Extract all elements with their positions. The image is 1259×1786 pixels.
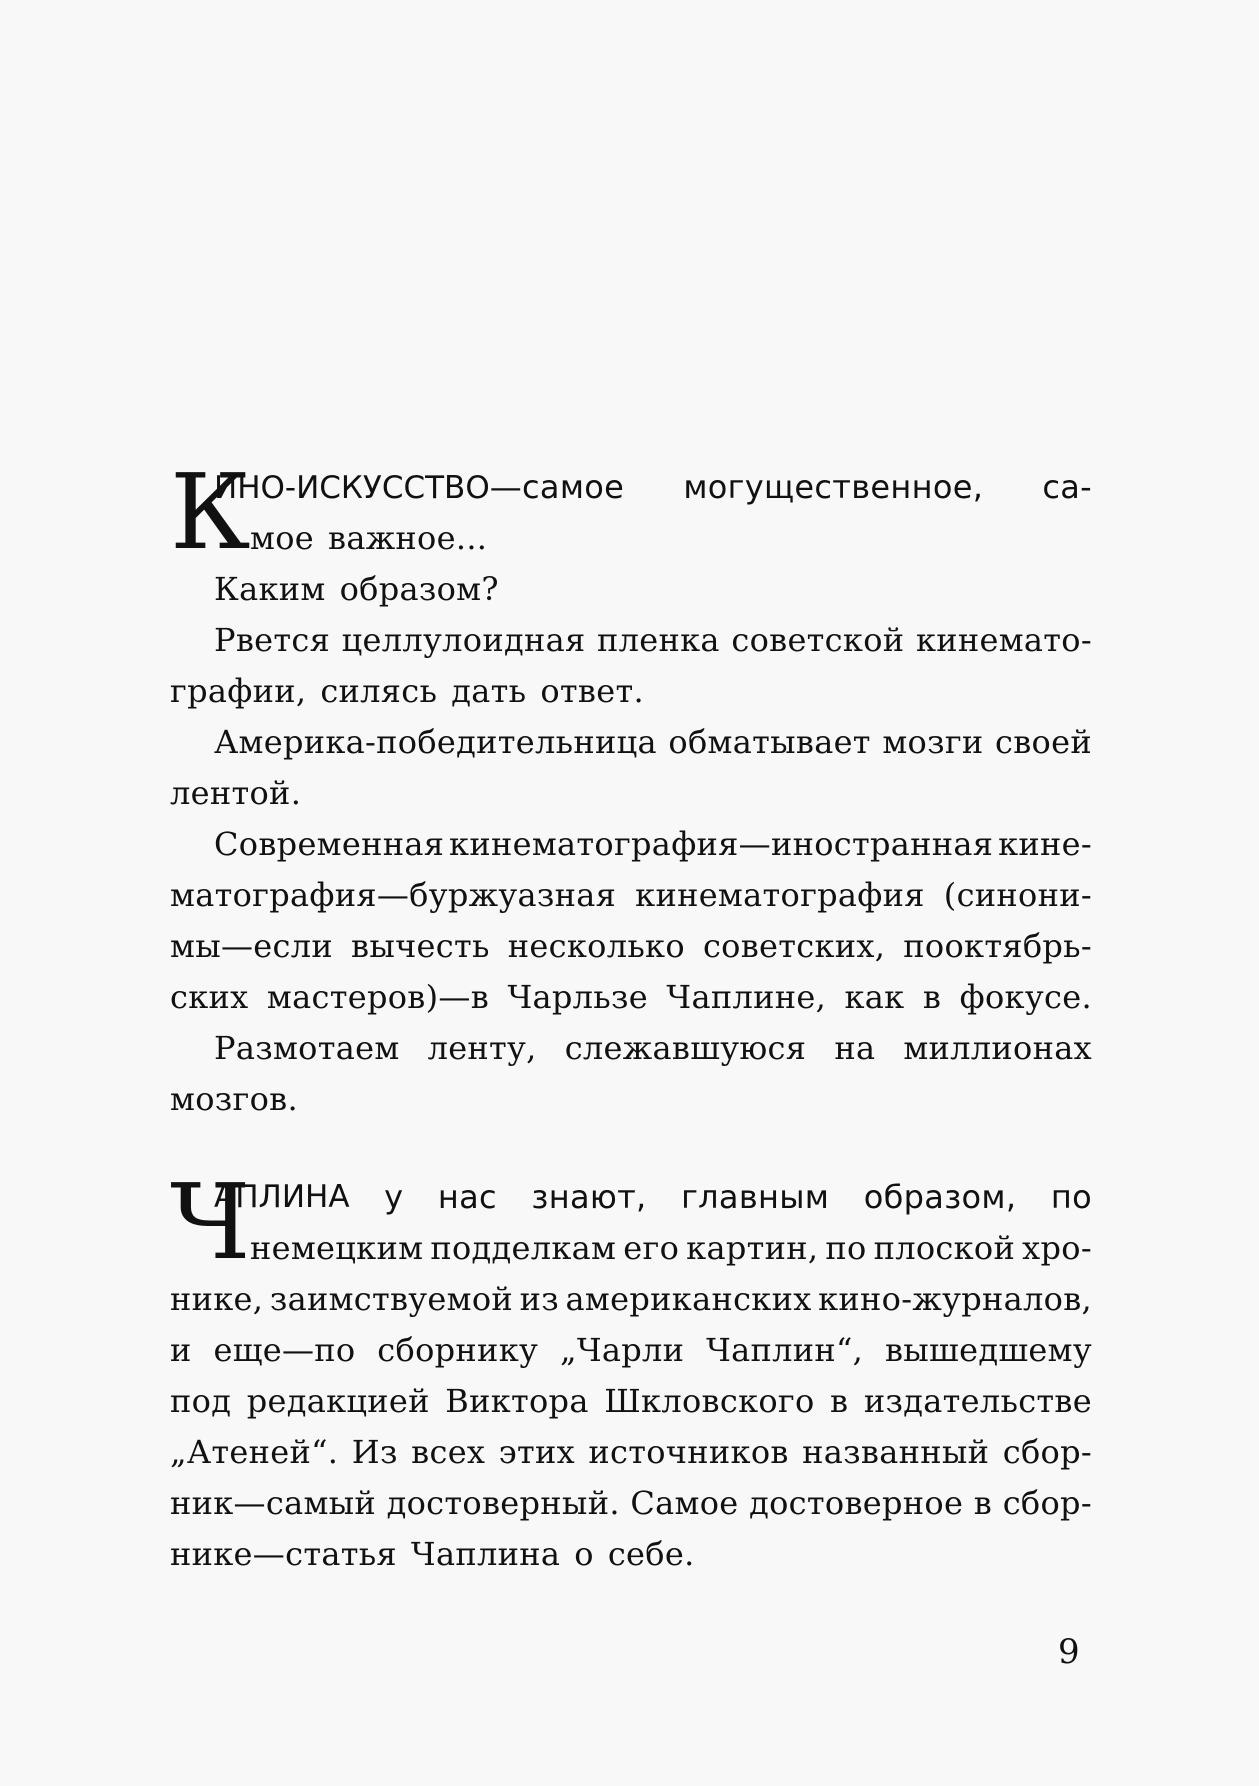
text-section-2: [170, 1161, 1092, 1580]
lead-caps: АПЛИНА: [214, 1179, 350, 1215]
word: как: [844, 978, 905, 1016]
word: мозгов.: [170, 1080, 298, 1118]
text-line: [170, 1529, 1092, 1580]
word: кинемато-: [915, 621, 1092, 659]
word: плоской: [873, 1229, 1016, 1267]
word: кинематография—иностранная: [449, 825, 994, 863]
word: у: [384, 1178, 404, 1216]
word: издательстве: [863, 1382, 1092, 1420]
word: главным: [681, 1178, 830, 1216]
word: Размотаем: [214, 1029, 400, 1067]
word: мы—если: [170, 927, 333, 965]
word: могущественное,: [683, 468, 984, 506]
text-line: [170, 1325, 1092, 1376]
word: еще—по: [213, 1331, 356, 1369]
word: [214, 462, 624, 513]
word: себе.: [607, 1535, 695, 1573]
word: сбор-: [1002, 1484, 1092, 1522]
word: американских: [565, 1280, 812, 1318]
word: обматывает: [668, 723, 871, 761]
text-section-1: [170, 451, 1092, 1125]
word: его: [623, 1229, 680, 1267]
word: Чарльзе: [507, 978, 648, 1016]
word: пооктябрь-: [903, 927, 1092, 965]
text-line: [170, 819, 1092, 870]
dropcap-letter: Ч: [170, 1161, 251, 1283]
word: источников: [588, 1433, 789, 1471]
word: в: [922, 978, 942, 1016]
word: Самое: [630, 1484, 739, 1522]
word: лентой.: [170, 774, 302, 812]
word: вышедшему: [884, 1331, 1092, 1369]
word: этих: [498, 1433, 575, 1471]
word: „Чарли: [559, 1331, 685, 1369]
text-line: [170, 1376, 1092, 1427]
dropcap-paragraph-2: [170, 1161, 1092, 1283]
word: в: [973, 1484, 993, 1522]
word: советских,: [702, 927, 886, 965]
word: советской: [731, 621, 905, 659]
word: картин,: [686, 1229, 819, 1267]
word: нике,: [170, 1280, 264, 1318]
word: ник—самый: [170, 1484, 377, 1522]
word: хро-: [1022, 1229, 1092, 1267]
word: Рвется: [214, 621, 331, 659]
word: са-: [1042, 468, 1092, 506]
word: графии,: [170, 672, 307, 710]
text-line: [214, 1223, 1092, 1274]
word: немецким: [250, 1229, 424, 1267]
text-line: [170, 1478, 1092, 1529]
word: Из: [351, 1433, 398, 1471]
text-line: [170, 921, 1092, 972]
word: заимствуемой: [269, 1280, 514, 1318]
word: матография—буржуазная: [170, 876, 617, 914]
word: ских: [170, 978, 249, 1016]
word: достоверное: [749, 1484, 964, 1522]
text-line: [170, 717, 1092, 768]
word: пленка: [597, 621, 720, 659]
word: и: [170, 1331, 192, 1369]
text-line: [214, 1172, 1092, 1223]
text-line: [170, 564, 1092, 615]
text-line: [170, 1427, 1092, 1478]
text-line: [170, 1274, 1092, 1325]
word: кинематография: [635, 876, 925, 914]
word: на: [834, 1029, 876, 1067]
word: слежавшуюся: [564, 1029, 807, 1067]
word: по: [1050, 1178, 1092, 1216]
word: всех: [411, 1433, 486, 1471]
word: мастеров)—в: [266, 978, 490, 1016]
text-line: [214, 462, 1092, 513]
word: Америка-победительница: [214, 723, 657, 761]
word: о: [574, 1535, 594, 1573]
dropcap-paragraph-1: [170, 451, 1092, 573]
word: под: [170, 1382, 232, 1420]
word: силясь: [320, 672, 438, 710]
word: подделкам: [430, 1229, 617, 1267]
word: целлулоидная: [341, 621, 586, 659]
word: ленту,: [427, 1029, 537, 1067]
word: Современная: [214, 825, 445, 863]
word: редакцией: [246, 1382, 430, 1420]
word: (синони-: [943, 876, 1092, 914]
text-line: [170, 768, 1092, 819]
text-line: [170, 615, 1092, 666]
word: Каким: [214, 570, 326, 608]
word-part: —самое: [489, 468, 625, 506]
word: образом?: [339, 570, 499, 608]
word: ответ.: [540, 672, 644, 710]
word: Чаплине,: [666, 978, 827, 1016]
word: мозги: [882, 723, 984, 761]
word: несколько: [507, 927, 685, 965]
word: Чаплина: [410, 1535, 561, 1573]
word: из: [519, 1280, 559, 1318]
page-number: 9: [1058, 1632, 1080, 1672]
word: образом,: [863, 1178, 1017, 1216]
text-line: [170, 972, 1092, 1023]
word: „Атеней“.: [170, 1433, 339, 1471]
word: нике—статья: [170, 1535, 397, 1573]
word: сбор-: [1002, 1433, 1092, 1471]
word: сборнику: [377, 1331, 539, 1369]
word: своей: [995, 723, 1092, 761]
word: дать: [451, 672, 527, 710]
lead-caps: ИНО-ИСКУССТВО: [214, 470, 490, 506]
text-line: [170, 870, 1092, 921]
text-line: [170, 1023, 1092, 1074]
word: фокусе.: [959, 978, 1092, 1016]
text-line: [214, 513, 1092, 564]
word: вычесть: [351, 927, 490, 965]
word: по: [825, 1229, 867, 1267]
word: знают,: [531, 1178, 647, 1216]
word: достоверный.: [386, 1484, 620, 1522]
word: нас: [437, 1178, 497, 1216]
text-line: [170, 666, 1092, 717]
word: Чаплин“,: [706, 1331, 864, 1369]
word: названный: [802, 1433, 990, 1471]
word: кине-: [998, 825, 1092, 863]
word: Виктора: [445, 1382, 589, 1420]
word: Шкловского: [604, 1382, 815, 1420]
word: миллионах: [903, 1029, 1092, 1067]
word: важное...: [328, 519, 488, 557]
dropcap-letter: К: [170, 451, 251, 573]
text-line: [170, 1074, 1092, 1125]
word: мое: [250, 519, 314, 557]
word: кино-журналов,: [818, 1280, 1092, 1318]
word: в: [830, 1382, 849, 1420]
